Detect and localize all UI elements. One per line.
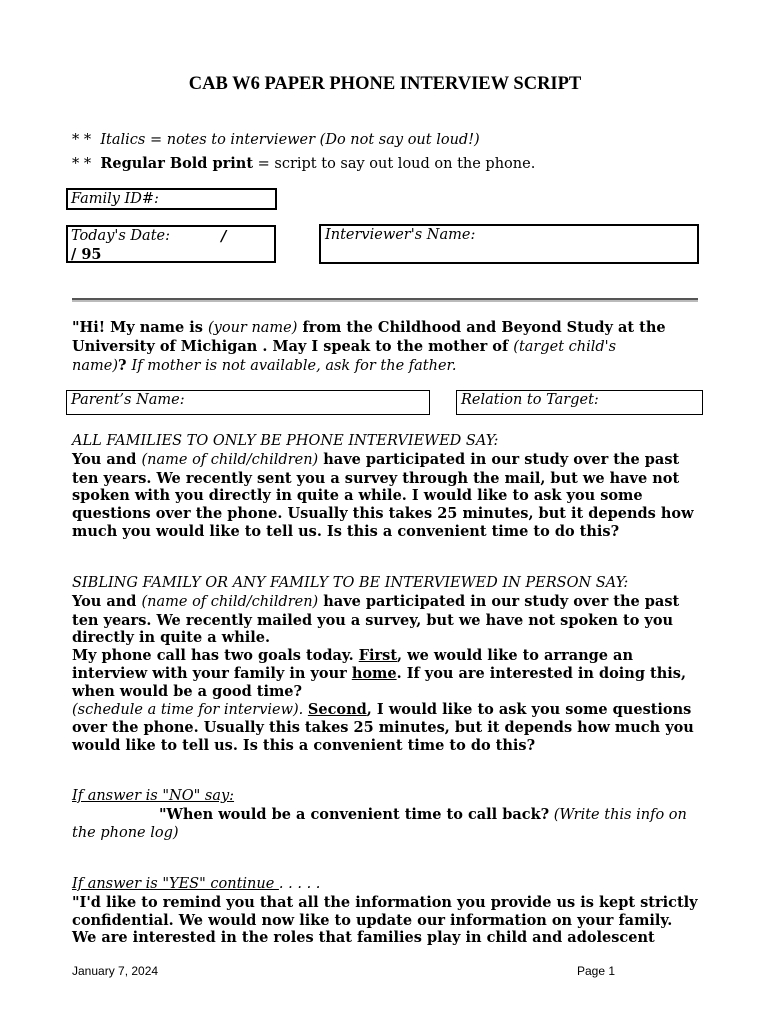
if-yes-heading: If answer is "YES" continue [72, 876, 279, 892]
relation-to-target-field[interactable] [456, 390, 703, 415]
date-year: / 95 [71, 245, 102, 263]
parent-name-label: Parent’s Name: [71, 392, 185, 408]
relation-label: Relation to Target: [461, 392, 599, 408]
legend-bold-line [72, 155, 535, 174]
todays-date-field[interactable] [66, 225, 276, 263]
legend-bold-text: Regular Bold print [100, 155, 254, 172]
if-no-heading: If answer is "NO" say: [72, 788, 235, 804]
section-divider [72, 298, 698, 302]
in-person-heading: SIBLING FAMILY OR ANY FAMILY TO BE INTERVIEWED IN PERSON SAY: [72, 575, 629, 591]
family-id-field[interactable] [66, 188, 277, 210]
legend-italics-line [72, 132, 480, 150]
footer-date: January 7, 2024 [72, 964, 159, 978]
footer-page-number: Page 1 [577, 964, 616, 978]
parent-name-field[interactable] [66, 390, 430, 415]
date-separator: / [221, 228, 227, 245]
todays-date-label: Today's Date: [71, 228, 170, 244]
family-id-label: Family ID#: [71, 191, 159, 207]
phone-only-heading: ALL FAMILIES TO ONLY BE PHONE INTERVIEWED SAY: [72, 433, 499, 449]
legend-italics-text: Italics = notes to interviewer (Do not say out loud!) [100, 132, 480, 148]
if-yes-section: If answer is "YES" continue . . . . . "I'd like to remind you that all the information you provide us is kept strictly confidential. We would now like to update our information on your family. We are interested in the roles that families play in child and adolescent [72, 876, 698, 947]
if-no-section: If answer is "NO" say: "When would be a convenient time to call back? (Write this info on the phone log) [72, 788, 732, 842]
legend-bold-rest: = script to say out loud on the phone. [253, 156, 536, 172]
page-title: CAB W6 PAPER PHONE INTERVIEW SCRIPT [188, 74, 582, 94]
legend-stars: * * [72, 132, 92, 148]
in-person-section: SIBLING FAMILY OR ANY FAMILY TO BE INTERVIEWED IN PERSON SAY: You and (name of child/children) have participated in our study over the past ten years. We recently mailed you a survey, but we have not spoken to you directly in quite a while. My phone call has two goals today. First, we would like to arrange an interview with your family in your home. If you are interested in doing this, when would be a good time? (schedule a time for interview). Second, I would like to ask you some questions over the phone. Usually this takes 25 minutes, but it depends how much you would like to tell us. Is this a convenient time to do this? [72, 575, 732, 755]
legend-stars: * * [72, 156, 92, 172]
intro-script: "Hi! My name is (your name) from the Childhood and Beyond Study at the University of Michigan . May I speak to the mother of (target child's name)? If mother is not available, ask for the father. [72, 319, 666, 374]
interviewer-name-label: Interviewer's Name: [325, 227, 476, 243]
phone-only-section: ALL FAMILIES TO ONLY BE PHONE INTERVIEWED SAY: You and (name of child/children) have participated in our study over the past ten years. We recently sent you a survey through the mail, but we have not spoken with you directly in quite a while. I would like to ask you some questions over the phone. Usually this takes 25 minutes, but it depends how much you would like to tell us. Is this a convenient time to do this? [72, 433, 732, 541]
interviewer-name-field[interactable] [319, 224, 699, 264]
